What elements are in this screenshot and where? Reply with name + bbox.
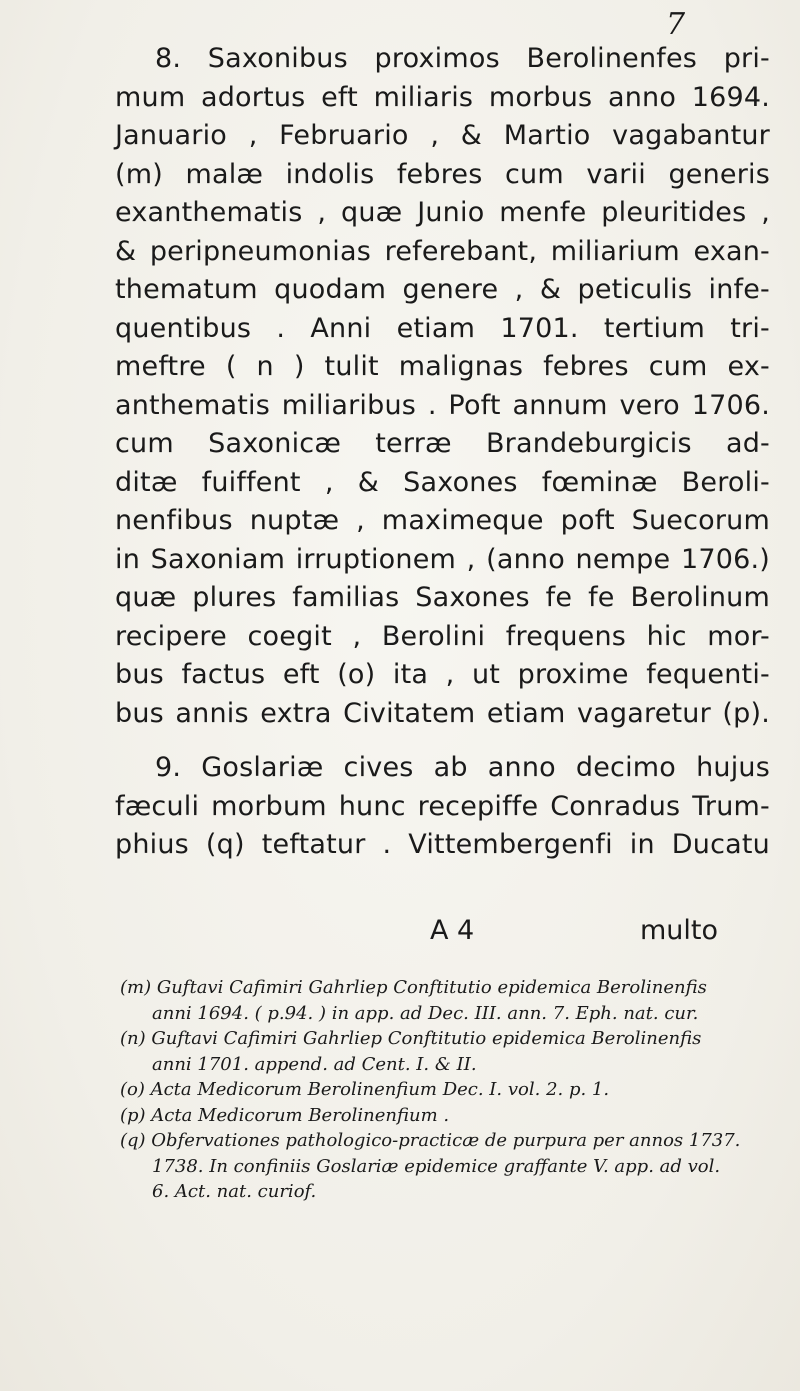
- text-line: cum Saxonicæ terræ Brandeburgicis ad-: [115, 428, 770, 459]
- signature-mark: A 4: [430, 915, 475, 946]
- text-line: meftre ( n ) tulit malignas febres cum ex-: [115, 351, 770, 382]
- catchword: multo: [640, 915, 719, 946]
- footnote-continuation: 6. Act. nat. curiof.: [152, 1181, 317, 1202]
- footnote-continuation: anni 1701. append. ad Cent. I. & II.: [152, 1053, 477, 1075]
- text-line: bus annis extra Civitatem etiam vagaretur (p).: [115, 697, 770, 729]
- text-line: anthematis miliaribus . Poft annum vero 1706.: [115, 389, 770, 421]
- footnote: (p) Acta Medicorum Berolinenfium .: [120, 1104, 450, 1126]
- text-line: ditæ fuiffent , & Saxones fœminæ Beroli-: [115, 466, 770, 498]
- footnote: (q) Obfervationes pathologico-practicæ de purpura per annos 1737.: [120, 1130, 741, 1151]
- text-line: & peripneumonias referebant, miliarium exan-: [115, 235, 770, 267]
- footnote-continuation: anni 1694. ( p.94. ) in app. ad Dec. III. ann. 7. Eph. nat. cur.: [152, 1002, 699, 1024]
- footnote: (n) Guftavi Cafimiri Gahrliep Conftitutio epidemica Berolinenfis: [120, 1028, 702, 1049]
- text-line: recipere coegit , Berolini frequens hic mor-: [115, 620, 770, 652]
- text-line: bus factus eft (o) ita , ut proxime fequenti-: [115, 659, 770, 690]
- text-line: in Saxoniam irruptionem , (anno nempe 1706.): [115, 543, 770, 575]
- paragraph-gap: [115, 733, 770, 749]
- footnote: (m) Guftavi Cafimiri Gahrliep Conftitutio epidemica Berolinenfis: [120, 977, 707, 998]
- text-line: thematum quodam genere , & peticulis infe-: [115, 274, 770, 305]
- footnote: (o) Acta Medicorum Berolinenfium Dec. I. vol. 2. p. 1.: [120, 1079, 610, 1100]
- page-number: 7: [666, 7, 686, 42]
- text-line: quæ plures familias Saxones fe fe Berolinum: [115, 582, 770, 613]
- text-line: Januario , Februario , & Martio vagabantur: [115, 120, 770, 151]
- text-line: mum adortus eft miliaris morbus anno 1694.: [115, 81, 770, 113]
- text-line: quentibus . Anni etiam 1701. tertium tri-: [115, 312, 770, 344]
- text-line: 9. Goslariæ cives ab anno decimo hujus: [155, 752, 770, 783]
- text-line: fæculi morbum hunc recepiffe Conradus Trum-: [115, 790, 770, 822]
- footnote-continuation: 1738. In confiniis Goslariæ epidemice graffante V. app. ad vol.: [152, 1155, 721, 1177]
- text-line: (m) malæ indolis febres cum varii generis: [115, 158, 770, 190]
- text-line: exanthematis , quæ Junio menfe pleuritides ,: [115, 197, 770, 228]
- text-line: 8. Saxonibus proximos Berolinenfes pri-: [155, 43, 770, 74]
- main-text: [115, 40, 770, 865]
- footnotes: [120, 975, 780, 1205]
- text-line: phius (q) teftatur . Vittembergenfi in Ducatu: [115, 829, 770, 860]
- text-line: nenfibus nuptæ , maximeque poft Suecorum: [115, 505, 770, 536]
